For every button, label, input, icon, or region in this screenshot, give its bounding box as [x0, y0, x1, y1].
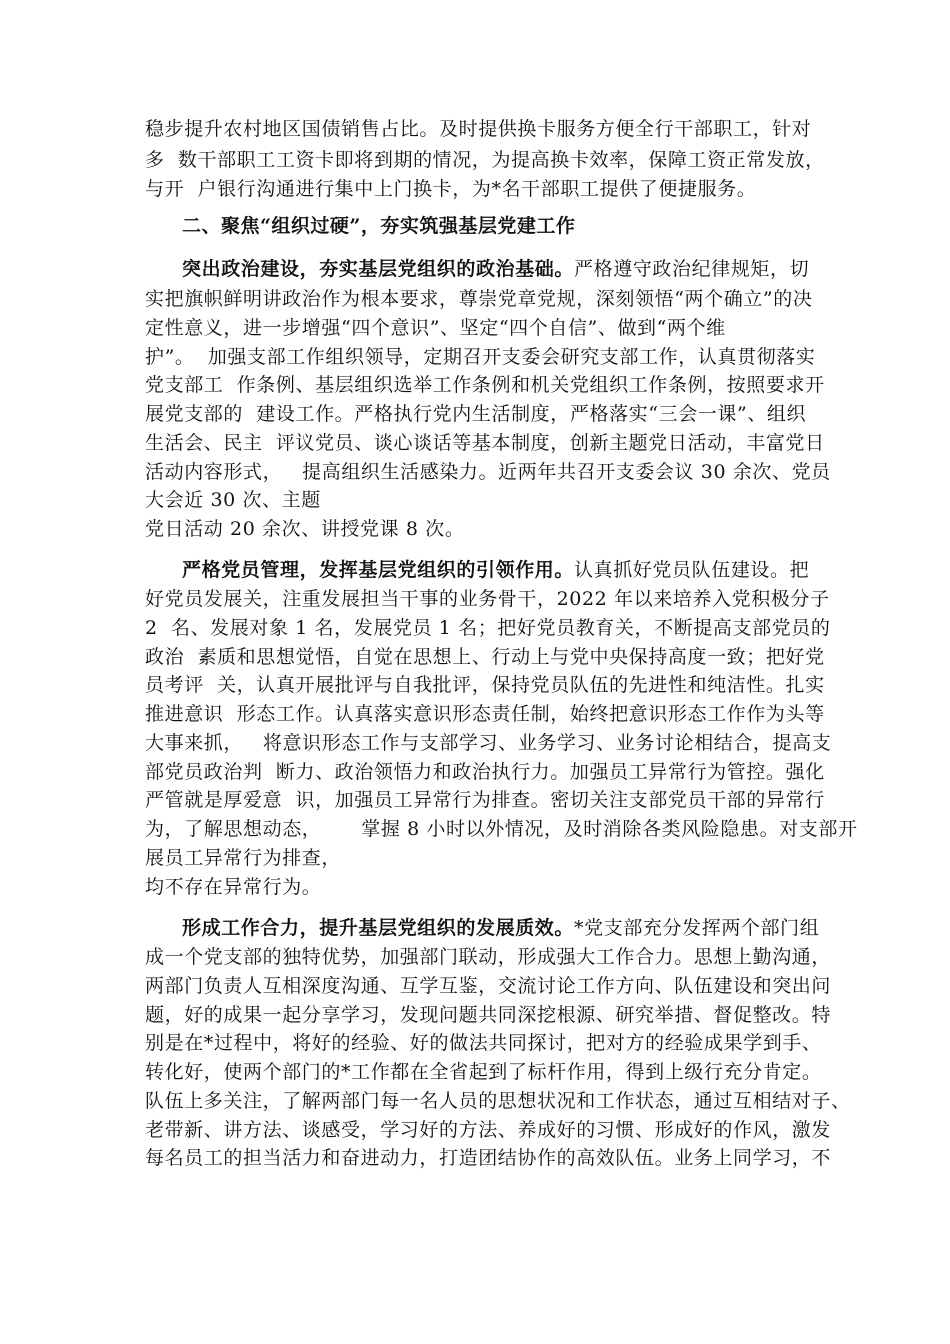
text-line: 老带新、讲方法、谈感受，学习好的方法、养成好的习惯、形成好的作风，激发 [145, 1119, 832, 1141]
section-heading: 二、聚焦“组织过硬”，夯实筑强基层党建工作 [182, 215, 576, 237]
text-line: 为，了解思想动态， 掌握 8 小时以外情况，及时消除各类风险隐患。对支部开 [145, 818, 858, 840]
text-line: 党支部工 作条例、基层组织选举工作条例和机关党组织工作条例，按照要求开 [145, 374, 825, 396]
text-line: 活动内容形式， 提高组织生活感染力。近两年共召开支委会议 30 余次、党员 [145, 461, 831, 483]
paragraph-first-line [182, 555, 809, 585]
text-line: 严管就是厚爱意 识，加强员工异常行为排查。密切关注支部党员干部的异常行 [145, 789, 825, 811]
text-line: 成一个党支部的独特优势，加强部门联动，形成强大工作合力。思想上勤沟通， [145, 946, 832, 968]
text-line: 展员工异常行为排查， [145, 847, 342, 869]
paragraph-text: 严格遵守政治纪律规矩，切 [574, 258, 810, 280]
text-line: 题，好的成果一起分享学习，发现问题共同深挖根源、研究举措、督促整改。特 [145, 1004, 832, 1026]
text-line: 两部门负责人互相深度沟通、互学互鉴，交流讨论工作方向、队伍建设和突出问 [145, 975, 832, 997]
text-line: 党日活动 20 余次、讲授党课 8 次。 [145, 518, 465, 540]
text-line: 展党支部的 建设工作。严格执行党内生活制度，严格落实“三会一课”、组织 [145, 403, 807, 425]
text-line: 队伍上多关注，了解两部门每一名人员的思想状况和工作状态，通过互相结对子、 [145, 1090, 851, 1112]
text-line: 转化好，使两个部门的*工作都在全省起到了标杆作用，得到上级行充分肯定。 [145, 1061, 822, 1083]
text-line: 政治 素质和思想觉悟，自觉在思想上、行动上与党中央保持高度一致；把好党 [145, 646, 825, 668]
text-line: 均不存在异常行为。 [145, 876, 322, 898]
text-line: 稳步提升农村地区国债销售占比。及时提供换卡服务方便全行干部职工，针对 [145, 118, 812, 140]
text-line: 大事来抓， 将意识形态工作与支部学习、业务学习、业务讨论相结合，提高支 [145, 732, 832, 754]
text-line: 好党员发展关，注重发展担当干事的业务骨干，2022 年以来培养入党积极分子 [145, 588, 830, 610]
paragraph-lead: 突出政治建设，夯实基层党组织的政治基础。 [182, 258, 575, 280]
paragraph-lead: 严格党员管理，发挥基层党组织的引领作用。 [182, 559, 575, 581]
text-line: 别是在*过程中，将好的经验、好的做法共同探讨，把对方的经验成果学到手、 [145, 1032, 822, 1054]
text-line: 与开 户银行沟通进行集中上门换卡，为*名干部职工提供了便捷服务。 [145, 178, 757, 200]
text-line: 部党员政治判 断力、政治领悟力和政治执行力。加强员工异常行为管控。强化 [145, 761, 825, 783]
text-line: 员考评 关，认真开展批评与自我批评，保持党员队伍的先进性和纯洁性。扎实 [145, 674, 825, 696]
text-line: 2 名、发展对象 1 名，发展党员 1 名；把好党员教育关，不断提高支部党员的 [145, 617, 831, 639]
paragraph-first-line [182, 913, 819, 943]
text-line: 实把旗帜鲜明讲政治作为根本要求，尊崇党章党规，深刻领悟“两个确立”的决 [145, 288, 813, 310]
text-line: 多 数干部职工工资卡即将到期的情况，为提高换卡效率，保障工资正常发放， [145, 149, 825, 171]
paragraph-text: 认真抓好党员队伍建设。把 [574, 559, 810, 581]
text-line: 推进意识 形态工作。认真落实意识形态责任制，始终把意识形态工作作为头等 [145, 703, 825, 725]
text-line: 护”。 加强支部工作组织领导，定期召开支委会研究支部工作，认真贯彻落实 [145, 346, 816, 368]
paragraph-text: *党支部充分发挥两个部门组 [574, 917, 820, 939]
text-line: 定性意义，进一步增强“四个意识”、坚定“四个自信”、做到“两个维 [145, 317, 726, 339]
text-line: 每名员工的担当活力和奋进动力，打造团结协作的高效队伍。业务上同学习，不 [145, 1147, 832, 1169]
paragraph-lead: 形成工作合力，提升基层党组织的发展质效。 [182, 917, 575, 939]
text-line: 生活会、民主 评议党员、谈心谈话等基本制度，创新主题党日活动，丰富党日 [145, 432, 825, 454]
text-line: 大会近 30 次、主题 [145, 489, 321, 511]
paragraph-first-line [182, 254, 809, 284]
